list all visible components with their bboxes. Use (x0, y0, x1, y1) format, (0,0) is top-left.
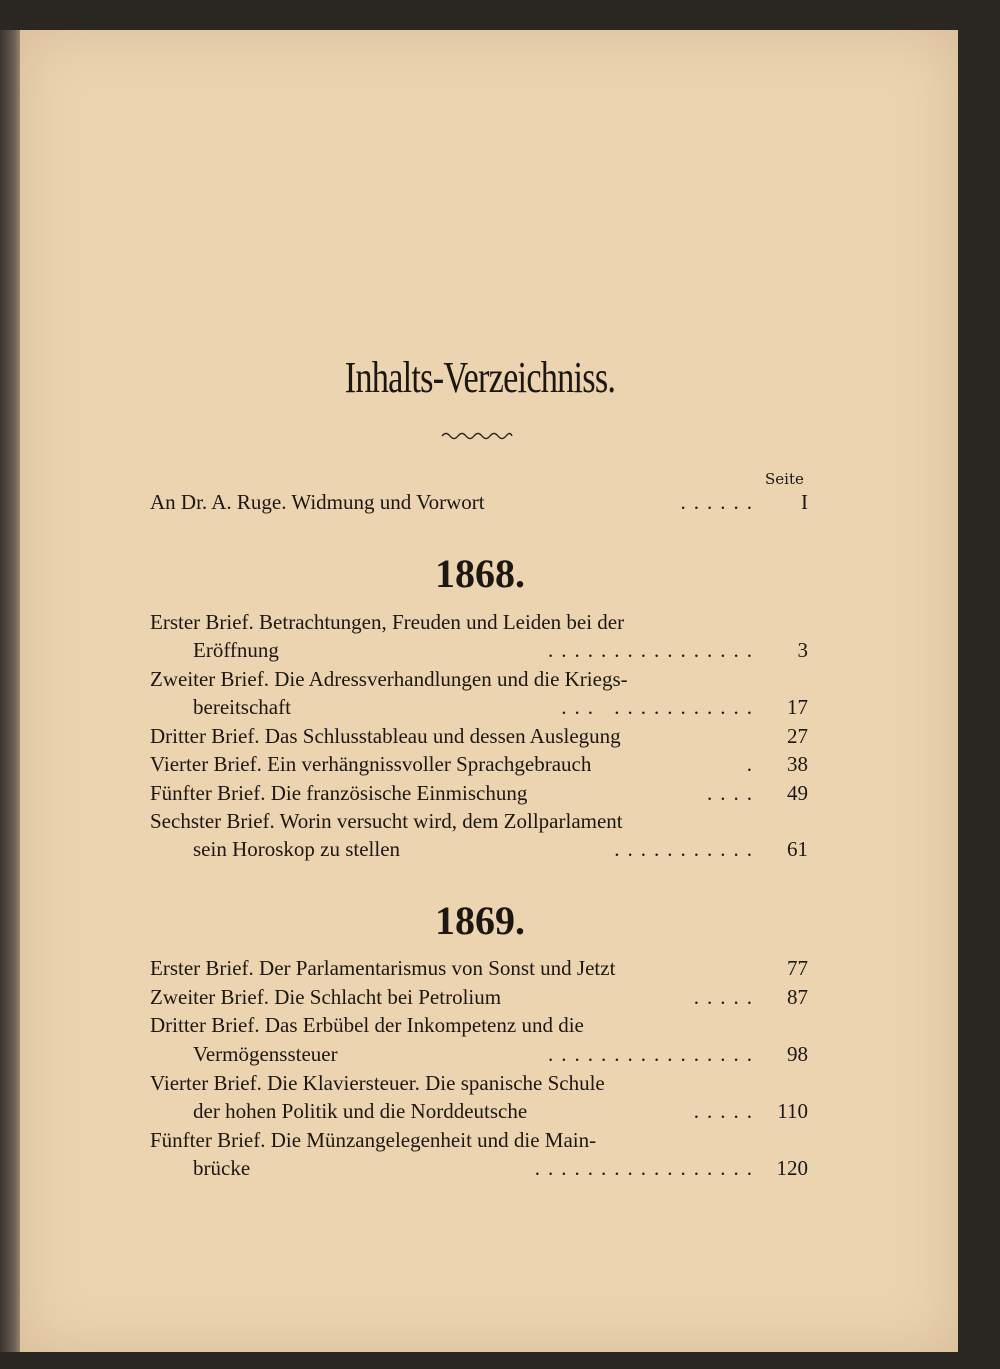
leader-dots: ..... (693, 985, 760, 1009)
entry-title: Worin versucht wird, dem Zollparlament (279, 809, 623, 833)
entry-title: Die Schlacht bei Petrolium (274, 985, 502, 1009)
leader-dots: ................ (548, 638, 760, 662)
letter-label: Dritter Brief. (150, 724, 265, 748)
toc-entry (150, 1071, 808, 1099)
toc-entry (150, 1128, 808, 1156)
letter-label: Dritter Brief. (150, 1013, 265, 1037)
leader-dots: ...... (680, 490, 760, 514)
toc-entry (150, 610, 808, 638)
toc-entry (150, 724, 808, 752)
letter-label: Sechster Brief. (150, 809, 280, 833)
leader-dots: ................. (534, 1156, 760, 1180)
entry-title: Die Münzangelegenheit und die Main- (270, 1128, 597, 1152)
leader-dots: ... ........... (561, 695, 760, 719)
entry-title: der hohen Politik und die Norddeutsche (193, 1099, 528, 1123)
entry-title: Die Klaviersteuer. Die spanische Schule (267, 1071, 605, 1095)
letter-label: Zweiter Brief. (150, 985, 275, 1009)
toc-entry (150, 956, 808, 984)
ornament-divider (440, 430, 514, 442)
toc-entry-continuation (193, 638, 808, 666)
toc-entry-continuation (193, 695, 808, 723)
leader-dots: . (746, 752, 760, 776)
letter-label: Erster Brief. (150, 610, 260, 634)
page-number: 17 (787, 695, 808, 719)
page-number: 49 (787, 781, 808, 805)
entry-title: Eröffnung (193, 638, 279, 662)
entry-title: Das Schlusstableau und dessen Auslegung (264, 724, 621, 748)
toc-entry-continuation (193, 1042, 808, 1070)
toc-entry-continuation (193, 1099, 808, 1127)
page-number: 98 (787, 1042, 808, 1066)
toc-entry (150, 667, 808, 695)
leader-dots: ........... (614, 837, 760, 861)
page-number: 38 (787, 752, 808, 776)
entry-title: Die Adressverhandlungen und die Kriegs- (274, 667, 628, 691)
letter-label: Vierter Brief. (150, 1071, 268, 1095)
page-number: 120 (776, 1156, 808, 1180)
dedication-text: An Dr. A. Ruge. Widmung und Vorwort (150, 490, 485, 514)
page-number: I (801, 490, 808, 514)
page-title: Inhalts-Verzeichniss. (344, 353, 616, 402)
page-number: 3 (797, 638, 808, 662)
leader-dots: ..... (693, 1099, 760, 1123)
toc-entry-continuation (193, 837, 808, 865)
leader-dots: ................ (548, 1042, 760, 1066)
entry-title: Vermögenssteuer (193, 1042, 338, 1066)
toc-entry (150, 781, 808, 809)
entry-title: sein Horoskop zu stellen (193, 837, 401, 861)
letter-label: Fünfter Brief. (150, 1128, 271, 1152)
page-column-label: Seite (765, 470, 804, 488)
year-heading-1868: 1868. (435, 551, 525, 596)
page-number: 77 (787, 956, 808, 980)
entry-title: bereitschaft (193, 695, 291, 719)
dedication-entry (150, 490, 808, 518)
entry-title: Die französische Einmischung (270, 781, 528, 805)
entry-title: Der Parlamentarismus von Sonst und Jetzt (259, 956, 616, 980)
toc-entry-continuation (193, 1156, 808, 1184)
toc-entry (150, 752, 808, 780)
page-number: 61 (787, 837, 808, 861)
leader-dots: .... (707, 781, 760, 805)
page-number: 87 (787, 985, 808, 1009)
letter-label: Erster Brief. (150, 956, 260, 980)
toc-entry (150, 985, 808, 1013)
letter-label: Vierter Brief. (150, 752, 268, 776)
letter-label: Fünfter Brief. (150, 781, 271, 805)
toc-entry (150, 1013, 808, 1041)
letter-label: Zweiter Brief. (150, 667, 275, 691)
page-number: 27 (787, 724, 808, 748)
entry-title: brücke (193, 1156, 251, 1180)
entry-title: Das Erbübel der Inkompetenz und die (264, 1013, 584, 1037)
page-number: 110 (777, 1099, 808, 1123)
entry-title: Ein verhängnissvoller Sprachgebrauch (267, 752, 592, 776)
year-heading-1869: 1869. (435, 898, 525, 943)
entry-title: Betrachtungen, Freuden und Leiden bei der (259, 610, 625, 634)
toc-entry (150, 809, 808, 837)
